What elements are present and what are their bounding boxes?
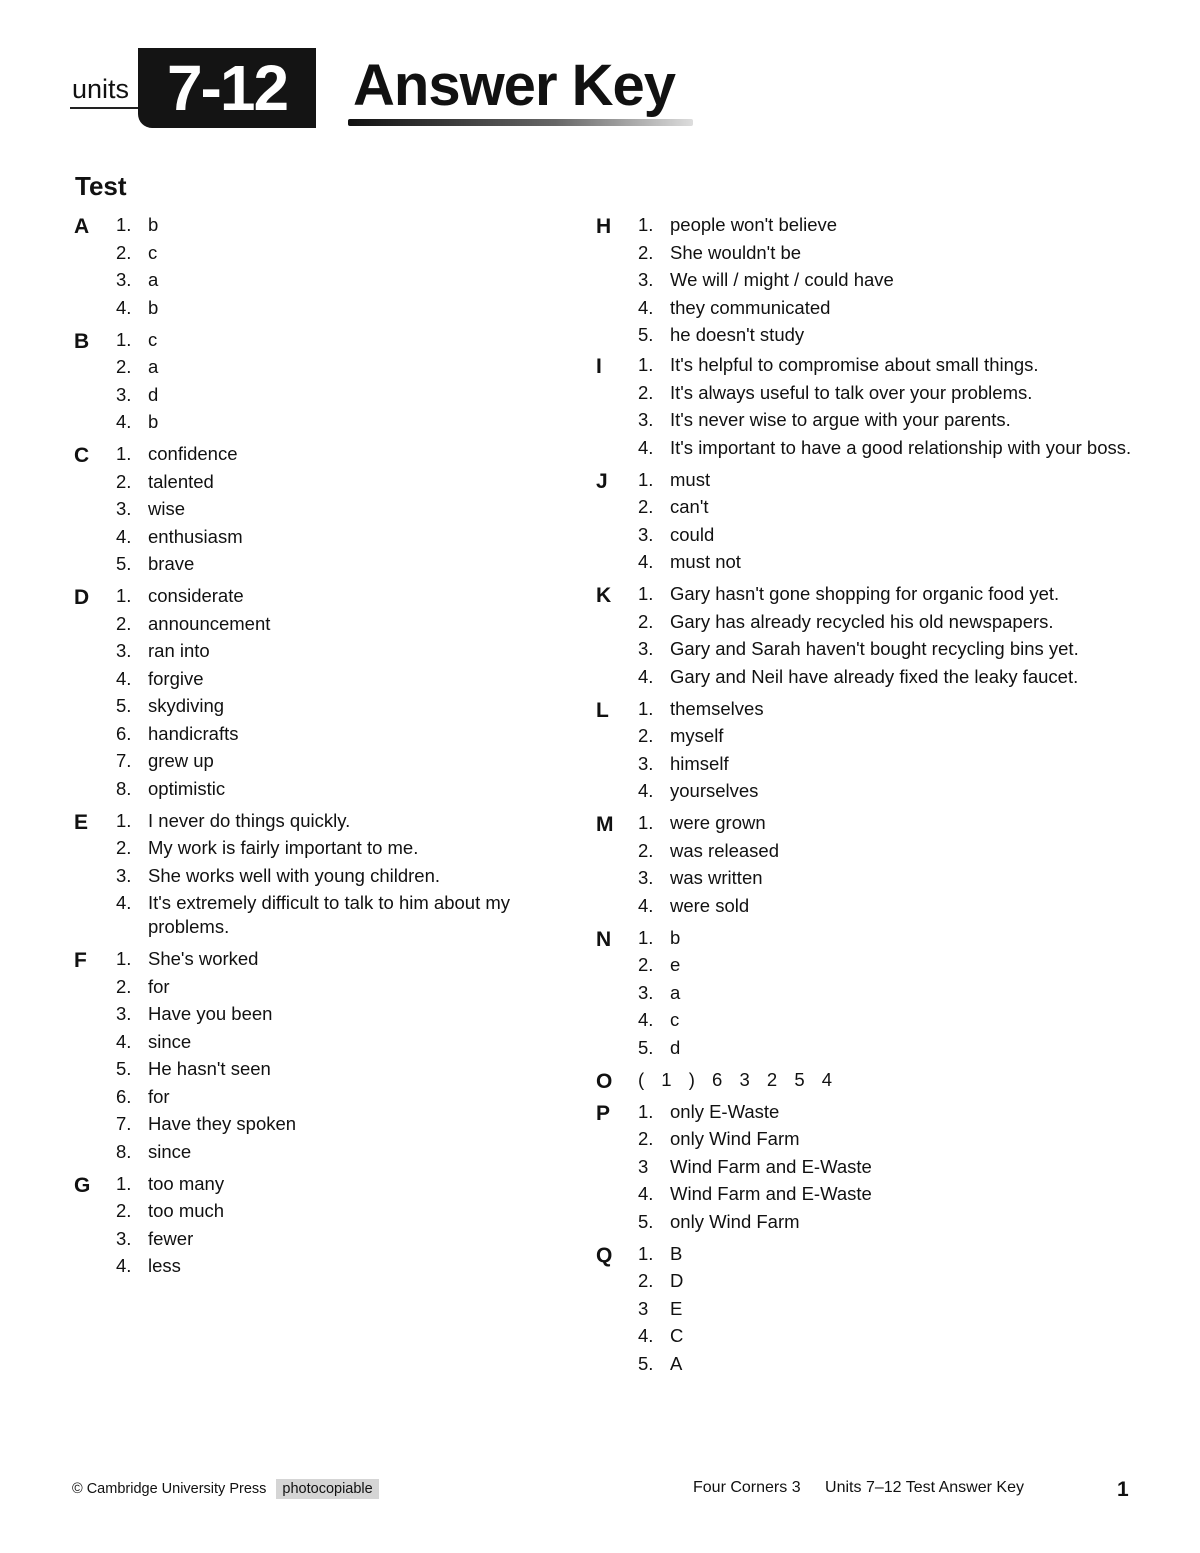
item-answer: skydiving (148, 695, 225, 716)
item-number: 5. (116, 553, 132, 574)
item-number: 8. (116, 1140, 132, 1162)
item-answer: a (148, 356, 159, 377)
answer-group-g (72, 1172, 542, 1279)
answer-item (638, 353, 1154, 377)
item-answer: It's extremely difficult to talk to him about my problems. (148, 892, 511, 937)
item-answer: b (148, 411, 159, 432)
item-number: 2. (638, 954, 654, 975)
answer-item (116, 1002, 542, 1026)
answer-column-left (72, 213, 542, 1282)
item-answer: D (670, 1270, 684, 1291)
item-answer: only E-Waste (670, 1100, 780, 1122)
answer-item (638, 637, 1154, 661)
item-answer: b (148, 214, 159, 235)
item-answer: E (670, 1297, 683, 1319)
answer-group-a (72, 213, 542, 320)
item-answer: Gary hasn't gone shopping for organic food yet. (670, 583, 1060, 604)
answer-item (116, 296, 542, 320)
item-answer: considerate (148, 585, 244, 606)
answer-item (116, 552, 542, 576)
item-number: 2. (638, 839, 654, 861)
answer-item (116, 612, 542, 636)
item-answer: fewer (148, 1227, 194, 1249)
answer-item (116, 864, 542, 888)
answer-item (116, 383, 542, 407)
book-title: Four Corners 3 (693, 1479, 801, 1496)
answer-group-p (594, 1100, 1154, 1234)
item-answer: only Wind Farm (670, 1210, 800, 1232)
answer-item (638, 724, 1154, 748)
answer-item (638, 953, 1154, 977)
answer-item (116, 1172, 542, 1196)
item-answer: d (148, 383, 159, 405)
answer-group-f (72, 947, 542, 1164)
answer-item (638, 1269, 1154, 1293)
answer-item (638, 296, 1154, 320)
group-letter: D (74, 586, 90, 609)
copyright-text: © Cambridge University Press (72, 1481, 267, 1497)
item-number: 2. (638, 241, 654, 263)
item-answer: a (670, 981, 681, 1003)
answer-item (638, 213, 1154, 237)
item-number: 8. (116, 777, 132, 799)
group-letter: C (74, 444, 90, 467)
item-number: 3. (116, 1003, 132, 1024)
answer-item (116, 722, 542, 746)
answer-item (638, 752, 1154, 776)
item-number: 2. (116, 470, 132, 492)
item-answer: optimistic (148, 777, 226, 799)
item-number: 1. (638, 468, 654, 490)
answer-item (116, 809, 542, 833)
item-answer: It's important to have a good relationship with your boss. (670, 436, 1132, 458)
group-letter: E (74, 810, 89, 834)
item-answer: enthusiasm (148, 525, 243, 547)
answer-item (638, 926, 1154, 950)
item-number: 4. (116, 892, 132, 913)
group-letter: O (596, 1069, 613, 1093)
answer-item (116, 667, 542, 691)
document-title: Units 7–12 Test Answer Key (825, 1479, 1024, 1496)
answer-item (638, 1242, 1154, 1266)
answer-item (638, 1100, 1154, 1124)
answer-item (638, 468, 1154, 492)
item-answer: they communicated (670, 296, 831, 318)
item-number: 4. (638, 296, 654, 318)
answer-group-m (594, 811, 1154, 918)
answer-item (116, 975, 542, 999)
item-answer: yourselves (670, 780, 759, 801)
answer-item (116, 777, 542, 801)
answer-item (638, 1297, 1154, 1321)
item-number: 1. (116, 809, 132, 831)
page-title: Answer Key (353, 53, 676, 118)
answer-item (116, 241, 542, 265)
answer-item (638, 1182, 1154, 1206)
group-letter: L (596, 698, 609, 722)
answer-item (638, 811, 1154, 835)
item-number: 4. (638, 665, 654, 687)
answer-item (638, 894, 1154, 918)
answer-item (638, 697, 1154, 721)
item-number: 6. (116, 1085, 132, 1107)
group-letter: Q (596, 1243, 613, 1267)
answer-group-d (72, 584, 542, 801)
answer-item (116, 268, 542, 292)
item-number: 1. (638, 926, 654, 948)
answer-group-i (594, 353, 1154, 460)
item-number: 2. (638, 381, 654, 403)
answer-item (116, 584, 542, 608)
units-range-badge: 7-12 (138, 48, 316, 128)
answer-item (116, 442, 542, 466)
item-answer: c (148, 328, 158, 350)
answer-group-k (594, 582, 1154, 689)
item-answer: B (670, 1242, 683, 1264)
answer-item (116, 1085, 542, 1109)
item-number: 3. (116, 269, 132, 290)
item-answer: Gary and Sarah haven't bought recycling bins yet. (670, 638, 1079, 659)
group-letter: A (74, 215, 90, 238)
item-number: 2. (638, 496, 654, 517)
answer-item (638, 1324, 1154, 1348)
answer-group-h (594, 213, 1154, 347)
item-number: 6. (116, 722, 132, 744)
page-number: 1 (1117, 1478, 1129, 1501)
answer-group-o (594, 1068, 1154, 1092)
item-number: 5. (116, 1058, 132, 1079)
item-answer: must (670, 468, 711, 490)
item-number: 1. (116, 214, 132, 235)
item-answer: brave (148, 553, 195, 574)
answer-column-right (594, 213, 1154, 1379)
item-number: 3. (638, 269, 654, 290)
answer-item (116, 497, 542, 521)
units-label: units (72, 74, 130, 104)
item-number: 3. (638, 638, 654, 659)
item-answer: Wind Farm and E-Waste (670, 1183, 872, 1204)
item-number: 4. (638, 894, 654, 916)
item-number: 2. (638, 1128, 654, 1149)
item-number: 2. (116, 837, 132, 858)
item-answer: It's helpful to compromise about small things. (670, 354, 1039, 375)
item-number: 3. (638, 867, 654, 888)
item-answer: were sold (670, 894, 750, 916)
answer-item (638, 610, 1154, 634)
footer-copyright (72, 1479, 379, 1499)
item-answer: e (670, 954, 681, 975)
item-answer: b (148, 296, 159, 318)
answer-item (116, 639, 542, 663)
answer-item (116, 836, 542, 860)
item-answer: Gary and Neil have already fixed the leaky faucet. (670, 665, 1079, 687)
answer-item (116, 891, 542, 939)
item-answer: for (148, 975, 170, 997)
item-number: 4. (116, 1255, 132, 1276)
item-answer: c (148, 241, 158, 263)
item-number: 5. (638, 1352, 654, 1374)
item-answer: Wind Farm and E-Waste (670, 1155, 872, 1177)
answer-item (116, 1057, 542, 1081)
item-answer: too many (148, 1172, 225, 1194)
item-number: 3. (116, 498, 132, 519)
answer-item (116, 470, 542, 494)
item-number: 1. (638, 1100, 654, 1122)
group-letter: N (596, 927, 612, 951)
answer-item (638, 550, 1154, 574)
item-number: 2. (116, 241, 132, 263)
item-number: 4. (638, 551, 654, 572)
answer-item (638, 381, 1154, 405)
item-number: 5. (638, 1036, 654, 1058)
answer-item (116, 1199, 542, 1223)
item-number: 2. (638, 1270, 654, 1291)
item-number: 1. (116, 948, 132, 969)
item-number: 2. (116, 612, 132, 634)
item-number: 3. (116, 383, 132, 405)
item-number: 5. (638, 324, 654, 345)
item-answer: was written (670, 867, 763, 888)
item-number: 3. (638, 409, 654, 430)
item-number: 1. (116, 443, 132, 464)
answer-item (116, 1254, 542, 1278)
item-number: 1. (638, 583, 654, 604)
item-number: 4. (638, 780, 654, 801)
answer-group-n (594, 926, 1154, 1060)
answer-item (638, 1210, 1154, 1234)
answer-item (116, 1112, 542, 1136)
item-answer: talented (148, 470, 214, 492)
item-answer: themselves (670, 697, 764, 719)
item-number: 7. (116, 750, 132, 771)
item-answer: It's never wise to argue with your parents. (670, 409, 1011, 430)
answer-item (116, 1030, 542, 1054)
item-answer: ran into (148, 640, 210, 661)
item-number: 3 (638, 1155, 649, 1177)
item-answer: announcement (148, 612, 271, 634)
item-number: 3. (116, 864, 132, 886)
item-answer: We will / might / could have (670, 269, 894, 290)
item-number: 4. (116, 667, 132, 689)
answer-item (116, 749, 542, 773)
answer-item (638, 1008, 1154, 1032)
item-number: 1. (638, 354, 654, 375)
answer-item (638, 1352, 1154, 1376)
item-answer: Have you been (148, 1003, 273, 1024)
item-number: 3. (116, 1227, 132, 1249)
answer-group-q (594, 1242, 1154, 1376)
item-answer: d (670, 1036, 681, 1058)
answer-item (116, 694, 542, 718)
answer-item (116, 947, 542, 971)
item-answer: can't (670, 496, 709, 517)
item-number: 4. (638, 1325, 654, 1346)
item-answer: were grown (670, 812, 766, 833)
item-number: 4. (638, 436, 654, 458)
group-letter: F (74, 949, 87, 972)
answer-item (638, 408, 1154, 432)
item-number: 4. (638, 1009, 654, 1030)
item-number: 1. (638, 697, 654, 719)
order-answer: ( 1 ) 6 3 2 5 4 (638, 1068, 833, 1090)
item-answer: b (670, 926, 681, 948)
answer-item (638, 1155, 1154, 1179)
item-answer: less (148, 1255, 181, 1276)
answer-item (638, 495, 1154, 519)
item-number: 2. (638, 725, 654, 746)
item-answer: grew up (148, 750, 214, 771)
item-answer: c (670, 1009, 680, 1030)
answer-group-b (72, 328, 542, 435)
item-answer: My work is fairly important to me. (148, 837, 419, 858)
item-number: 1. (116, 328, 132, 350)
item-number: 4. (116, 525, 132, 547)
item-answer: only Wind Farm (670, 1128, 800, 1149)
item-number: 4. (116, 1030, 132, 1052)
group-letter: M (596, 813, 614, 836)
item-answer: She's worked (148, 948, 259, 969)
answer-item (116, 1140, 542, 1164)
answer-item (116, 355, 542, 379)
item-answer: It's always useful to talk over your problems. (670, 381, 1033, 403)
item-answer: confidence (148, 443, 238, 464)
item-number: 4. (638, 1183, 654, 1204)
answer-item (116, 410, 542, 434)
item-number: 2. (638, 610, 654, 632)
answer-item (638, 779, 1154, 803)
item-answer: handicrafts (148, 722, 239, 744)
item-number: 1. (638, 812, 654, 833)
item-answer: She works well with young children. (148, 864, 441, 886)
item-number: 1. (116, 1172, 132, 1194)
item-number: 1. (638, 214, 654, 235)
item-answer: Gary has already recycled his old newspapers. (670, 610, 1054, 632)
answer-item (638, 1036, 1154, 1060)
answer-item (638, 241, 1154, 265)
answer-item (638, 268, 1154, 292)
item-answer: wise (148, 498, 186, 519)
group-letter: K (596, 584, 612, 607)
item-number: 5. (116, 695, 132, 716)
group-letter: H (596, 215, 612, 238)
item-answer: too much (148, 1200, 225, 1221)
item-answer: could (670, 523, 715, 545)
answer-group-l (594, 697, 1154, 804)
item-answer: himself (670, 752, 729, 774)
item-answer: A (670, 1352, 683, 1374)
units-underline (70, 107, 142, 109)
item-number: 2. (116, 356, 132, 377)
answer-group-e (72, 809, 542, 940)
answer-item (638, 582, 1154, 606)
answer-item (116, 1227, 542, 1251)
item-answer: since (148, 1140, 192, 1162)
item-number: 3. (638, 523, 654, 545)
answer-group-c (72, 442, 542, 576)
item-answer: She wouldn't be (670, 241, 802, 263)
group-letter: J (596, 469, 608, 493)
answer-group-j (594, 468, 1154, 575)
item-answer: must not (670, 551, 741, 572)
answer-item (638, 665, 1154, 689)
answer-item (638, 839, 1154, 863)
item-answer: Have they spoken (148, 1113, 297, 1134)
item-answer: C (670, 1325, 684, 1346)
answer-item (116, 328, 542, 352)
title-underline (348, 119, 693, 126)
group-letter: I (596, 355, 602, 378)
item-number: 1. (638, 1242, 654, 1264)
answer-item (638, 523, 1154, 547)
item-number: 7. (116, 1113, 132, 1134)
item-answer: a (148, 269, 159, 290)
item-number: 3. (638, 981, 654, 1003)
item-number: 3. (638, 752, 654, 774)
item-answer: was released (670, 839, 780, 861)
item-number: 3 (638, 1297, 649, 1319)
answer-item (638, 1127, 1154, 1151)
answer-item (638, 866, 1154, 890)
group-letter: P (596, 1101, 611, 1125)
item-number: 3. (116, 640, 132, 661)
section-title: Test (75, 171, 127, 201)
answer-item (638, 323, 1154, 347)
item-answer: for (148, 1085, 170, 1107)
item-number: 5. (638, 1210, 654, 1232)
item-answer: He hasn't seen (148, 1058, 271, 1079)
group-letter: G (74, 1173, 91, 1197)
group-letter: B (74, 329, 90, 353)
item-number: 1. (116, 585, 132, 606)
item-answer: myself (670, 725, 724, 746)
item-number: 2. (116, 1200, 132, 1221)
item-number: 4. (116, 411, 132, 432)
answer-item (116, 525, 542, 549)
answer-item (638, 436, 1154, 460)
page-header (70, 48, 710, 133)
answer-item (638, 981, 1154, 1005)
item-answer: he doesn't study (670, 324, 805, 345)
item-number: 2. (116, 975, 132, 997)
answer-item (116, 213, 542, 237)
item-answer: people won't believe (670, 214, 838, 235)
item-answer: forgive (148, 667, 204, 689)
photocopiable-badge: photocopiable (276, 1479, 378, 1499)
item-answer: I never do things quickly. (148, 809, 351, 831)
item-number: 4. (116, 296, 132, 318)
footer-info (693, 1479, 1044, 1497)
item-answer: since (148, 1030, 192, 1052)
